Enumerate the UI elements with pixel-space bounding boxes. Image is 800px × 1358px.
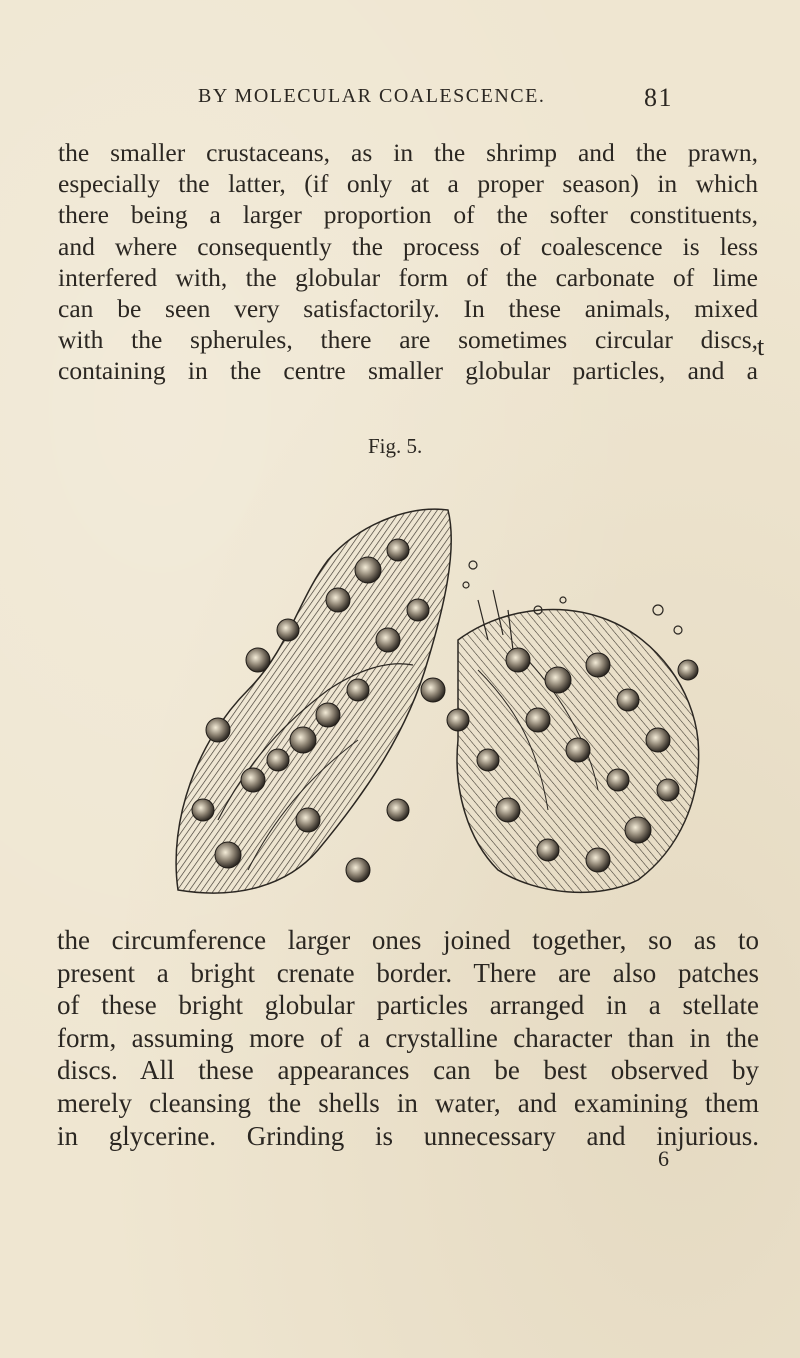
text-line: in glycerine. Grinding is unnecessary and injurious. bbox=[57, 1120, 759, 1151]
text-line: and where consequently the process of coalescence is less bbox=[58, 231, 758, 261]
text-line: of these bright globular particles arranged in a stellate bbox=[57, 990, 759, 1021]
figure-illustration bbox=[158, 490, 718, 900]
text-line: especially the latter, (if only at a proper season) in which bbox=[58, 169, 758, 199]
text-line: discs. All these appearances can be best observed by bbox=[57, 1055, 759, 1086]
running-header bbox=[198, 83, 673, 112]
text-line: there being a larger proportion of the softer constituents, bbox=[58, 200, 758, 230]
text-line: the circumference larger ones joined together, so as to bbox=[57, 925, 759, 955]
text-line: the smaller crustaceans, as in the shrimp and the prawn, bbox=[58, 138, 758, 167]
text-line: present a bright crenate border. There are also patches bbox=[57, 957, 759, 988]
paragraph-bottom bbox=[57, 924, 759, 1152]
text-line: merely cleansing the shells in water, and examining them bbox=[57, 1087, 759, 1118]
handwritten-mark: t bbox=[757, 332, 765, 361]
text-line: form, assuming more of a crystalline character than in the bbox=[57, 1022, 759, 1053]
signature-mark: 6 bbox=[658, 1146, 669, 1171]
text-line: containing in the centre smaller globular particles, and a bbox=[58, 356, 758, 386]
text-line: with the spherules, there are sometimes circular discs, bbox=[58, 325, 758, 355]
paragraph-top bbox=[58, 137, 758, 387]
left-shell-fragment bbox=[176, 509, 451, 893]
text-line: interfered with, the globular form of the carbonate of lime bbox=[58, 262, 758, 292]
text-line: can be seen very satisfactorily. In these animals, mixed bbox=[58, 294, 758, 324]
figure-caption: Fig. 5. bbox=[368, 434, 423, 458]
page-number: 81 bbox=[644, 83, 673, 112]
running-title: BY MOLECULAR COALESCENCE. bbox=[198, 85, 546, 107]
